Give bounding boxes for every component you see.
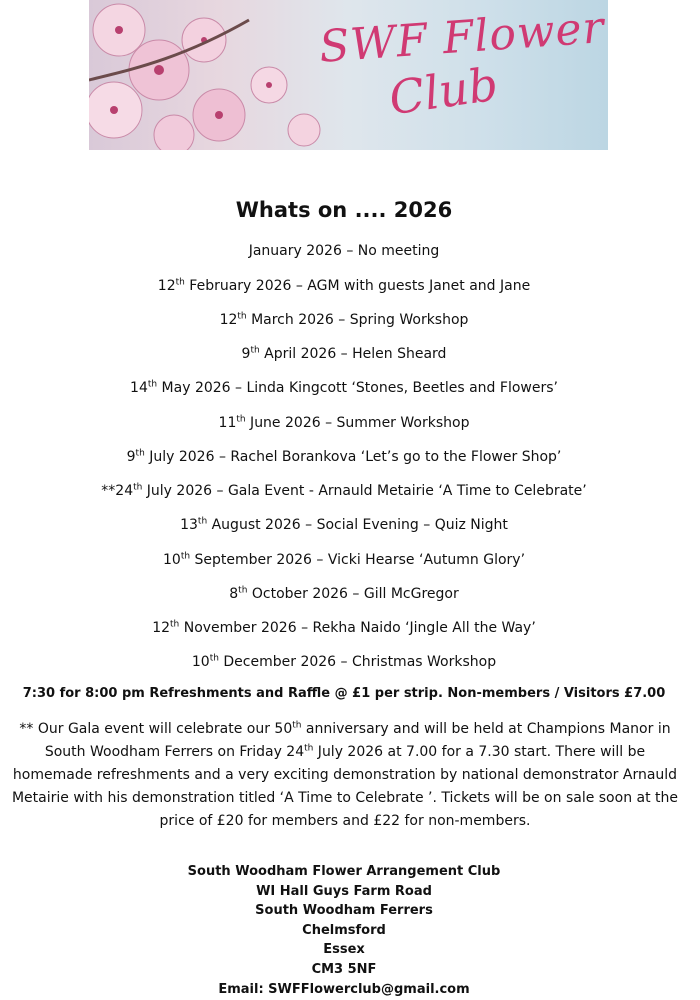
meeting-times-note: 7:30 for 8:00 pm Refreshments and Raffle @ £1 per strip. Non-members / Visitors £7.00 — [22, 686, 666, 701]
event-item: January 2026 – No meeting — [248, 243, 440, 259]
email-contact: Email: SWFFlowerclub@gmail.com — [218, 981, 470, 997]
event-item: 10th December 2026 – Christmas Workshop — [191, 653, 497, 670]
event-item: 9th April 2026 – Helen Sheard — [241, 345, 447, 362]
event-item: **24th July 2026 – Gala Event - Arnauld Metairie ‘A Time to Celebrate’ — [101, 482, 587, 499]
event-item: 13th August 2026 – Social Evening – Quiz Night — [180, 516, 508, 533]
event-item: 12th November 2026 – Rekha Naido ‘Jingle All the Way’ — [152, 619, 536, 636]
event-item: 8th October 2026 – Gill McGregor — [229, 585, 459, 602]
banner-title: SWF Flower — [317, 2, 607, 73]
address-block — [0, 862, 688, 999]
address-line: South Woodham Ferrers — [255, 903, 433, 919]
banner-subtitle: Club — [385, 56, 502, 126]
address-line: WI Hall Guys Farm Road — [256, 883, 432, 899]
event-item: 12th February 2026 – AGM with guests Janet and Jane — [157, 277, 531, 294]
event-item: 14th May 2026 – Linda Kingcott ‘Stones, Beetles and Flowers’ — [130, 379, 558, 396]
event-item: 10th September 2026 – Vicki Hearse ‘Autumn Glory’ — [162, 551, 526, 568]
club-name: South Woodham Flower Arrangement Club — [187, 864, 501, 879]
gala-paragraph: ** Our Gala event will celebrate our 50th anniversary and will be held at Champions Manor in South Woodham Ferrers on Friday 24th July 2026 at 7.00 for a 7.30 start. There will be homemade refreshments and a very exciting demonstration by national demonstrator Arnauld Metairie with his demonstration titled ‘A Time to Celebrate ’. Tickets will be on sale soon at the price of £20 for members and £22 for non-members. — [11, 720, 679, 829]
page-title: Whats on .... 2026 — [235, 198, 453, 222]
event-item: 11th June 2026 – Summer Workshop — [218, 414, 470, 431]
event-item: 9th July 2026 – Rachel Borankova ‘Let’s go to the Flower Shop’ — [126, 448, 562, 465]
postcode: CM3 5NF — [311, 961, 377, 977]
address-line: Essex — [323, 942, 365, 958]
event-item: 12th March 2026 – Spring Workshop — [219, 311, 469, 328]
address-line: Chelmsford — [302, 922, 386, 938]
banner — [89, 0, 608, 150]
